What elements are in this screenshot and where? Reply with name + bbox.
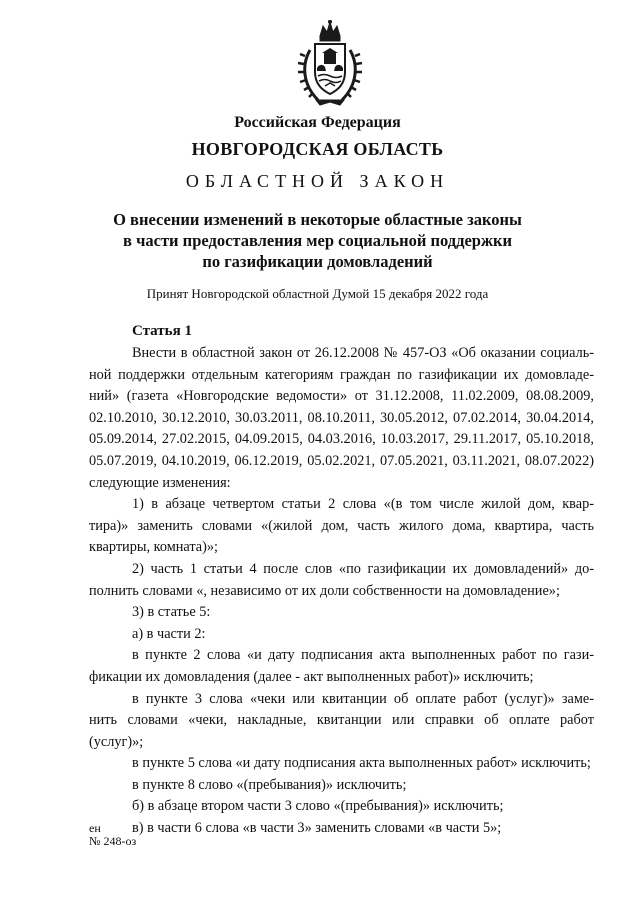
body-line: нить словами «чеки, накладные, квитанции или справки об оплате работ (89, 712, 594, 729)
body-line: 02.10.2010, 30.12.2010, 30.03.2011, 08.10.2011, 30.05.2012, 07.02.2014, 30.04.2014, (89, 409, 594, 426)
coat-of-arms-icon (296, 20, 364, 106)
body-line: 3) в статье 5: (132, 604, 211, 621)
body-line: 05.09.2014, 27.02.2015, 04.09.2015, 04.03.2016, 10.03.2017, 29.11.2017, 05.10.2018, (89, 431, 594, 448)
body-line: в пункте 2 слова «и дату подписания акта выполненных работ по гази- (132, 647, 594, 664)
body-line: тира)» заменить словами «(жилой дом, часть жилого дома, квартира, часть (89, 517, 594, 534)
law-title (0, 209, 635, 272)
document-number: № 248-оз (89, 834, 137, 848)
body-line: следующие изменения: (89, 474, 231, 491)
article-heading: Статья 1 (132, 323, 192, 339)
body-line: (услуг)»; (89, 733, 144, 750)
body-line: а) в части 2: (132, 625, 206, 642)
federation-heading: Российская Федерация (234, 114, 401, 131)
body-line: ний» (газета «Новгородские ведомости» от 31.12.2008, 11.02.2009, 08.08.2009, (89, 388, 594, 405)
document-type-heading: ОБЛАСТНОЙ ЗАКОН (185, 171, 450, 191)
region-heading: НОВГОРОДСКАЯ ОБЛАСТЬ (191, 139, 444, 159)
law-title-line: по газификации домовладений (202, 252, 433, 271)
body-line: полнить словами «, независимо от их доли собственности на домовладение»; (89, 582, 560, 599)
body-line: в пункте 5 слова «и дату подписания акта выполненных работ» исключить; (132, 755, 591, 772)
body-line: 05.07.2019, 04.10.2019, 06.12.2019, 05.02.2021, 07.05.2021, 03.11.2021, 08.07.2022) (89, 452, 594, 469)
body-line: в) в части 6 слова «в части 3» заменить словами «в части 5»; (132, 820, 502, 837)
body-line: ной поддержки отдельным категориям граждан по газификации их домовладе- (89, 366, 594, 383)
body-line: квартиры, комната)»; (89, 539, 219, 556)
body-line: фикации их домовладения (далее - акт выполненных работ)» исключить; (89, 668, 534, 685)
law-title-line: в части предоставления мер социальной поддержки (123, 231, 512, 250)
executor-initials: ен (89, 821, 101, 835)
body-line: 2) часть 1 статьи 4 после слов «по газификации их домовладений» до- (132, 560, 594, 577)
body-line: б) в абзаце втором части 3 слово «(пребывания)» исключить; (132, 798, 504, 815)
law-title-line: О внесении изменений в некоторые областные законы (113, 210, 522, 229)
article-body (89, 343, 594, 840)
adoption-note: Принят Новгородской областной Думой 15 декабря 2022 года (146, 286, 489, 301)
document-footer (89, 822, 136, 848)
body-line: Внести в областной закон от 26.12.2008 № 457-ОЗ «Об оказании социаль- (132, 345, 594, 361)
body-line: 1) в абзаце четвертом статьи 2 слова «(в том числе жилой дом, квар- (132, 496, 594, 513)
body-line: в пункте 8 слово «(пребывания)» исключить; (132, 776, 407, 793)
body-line: в пункте 3 слова «чеки или квитанции об оплате работ (услуг)» заме- (132, 690, 594, 707)
